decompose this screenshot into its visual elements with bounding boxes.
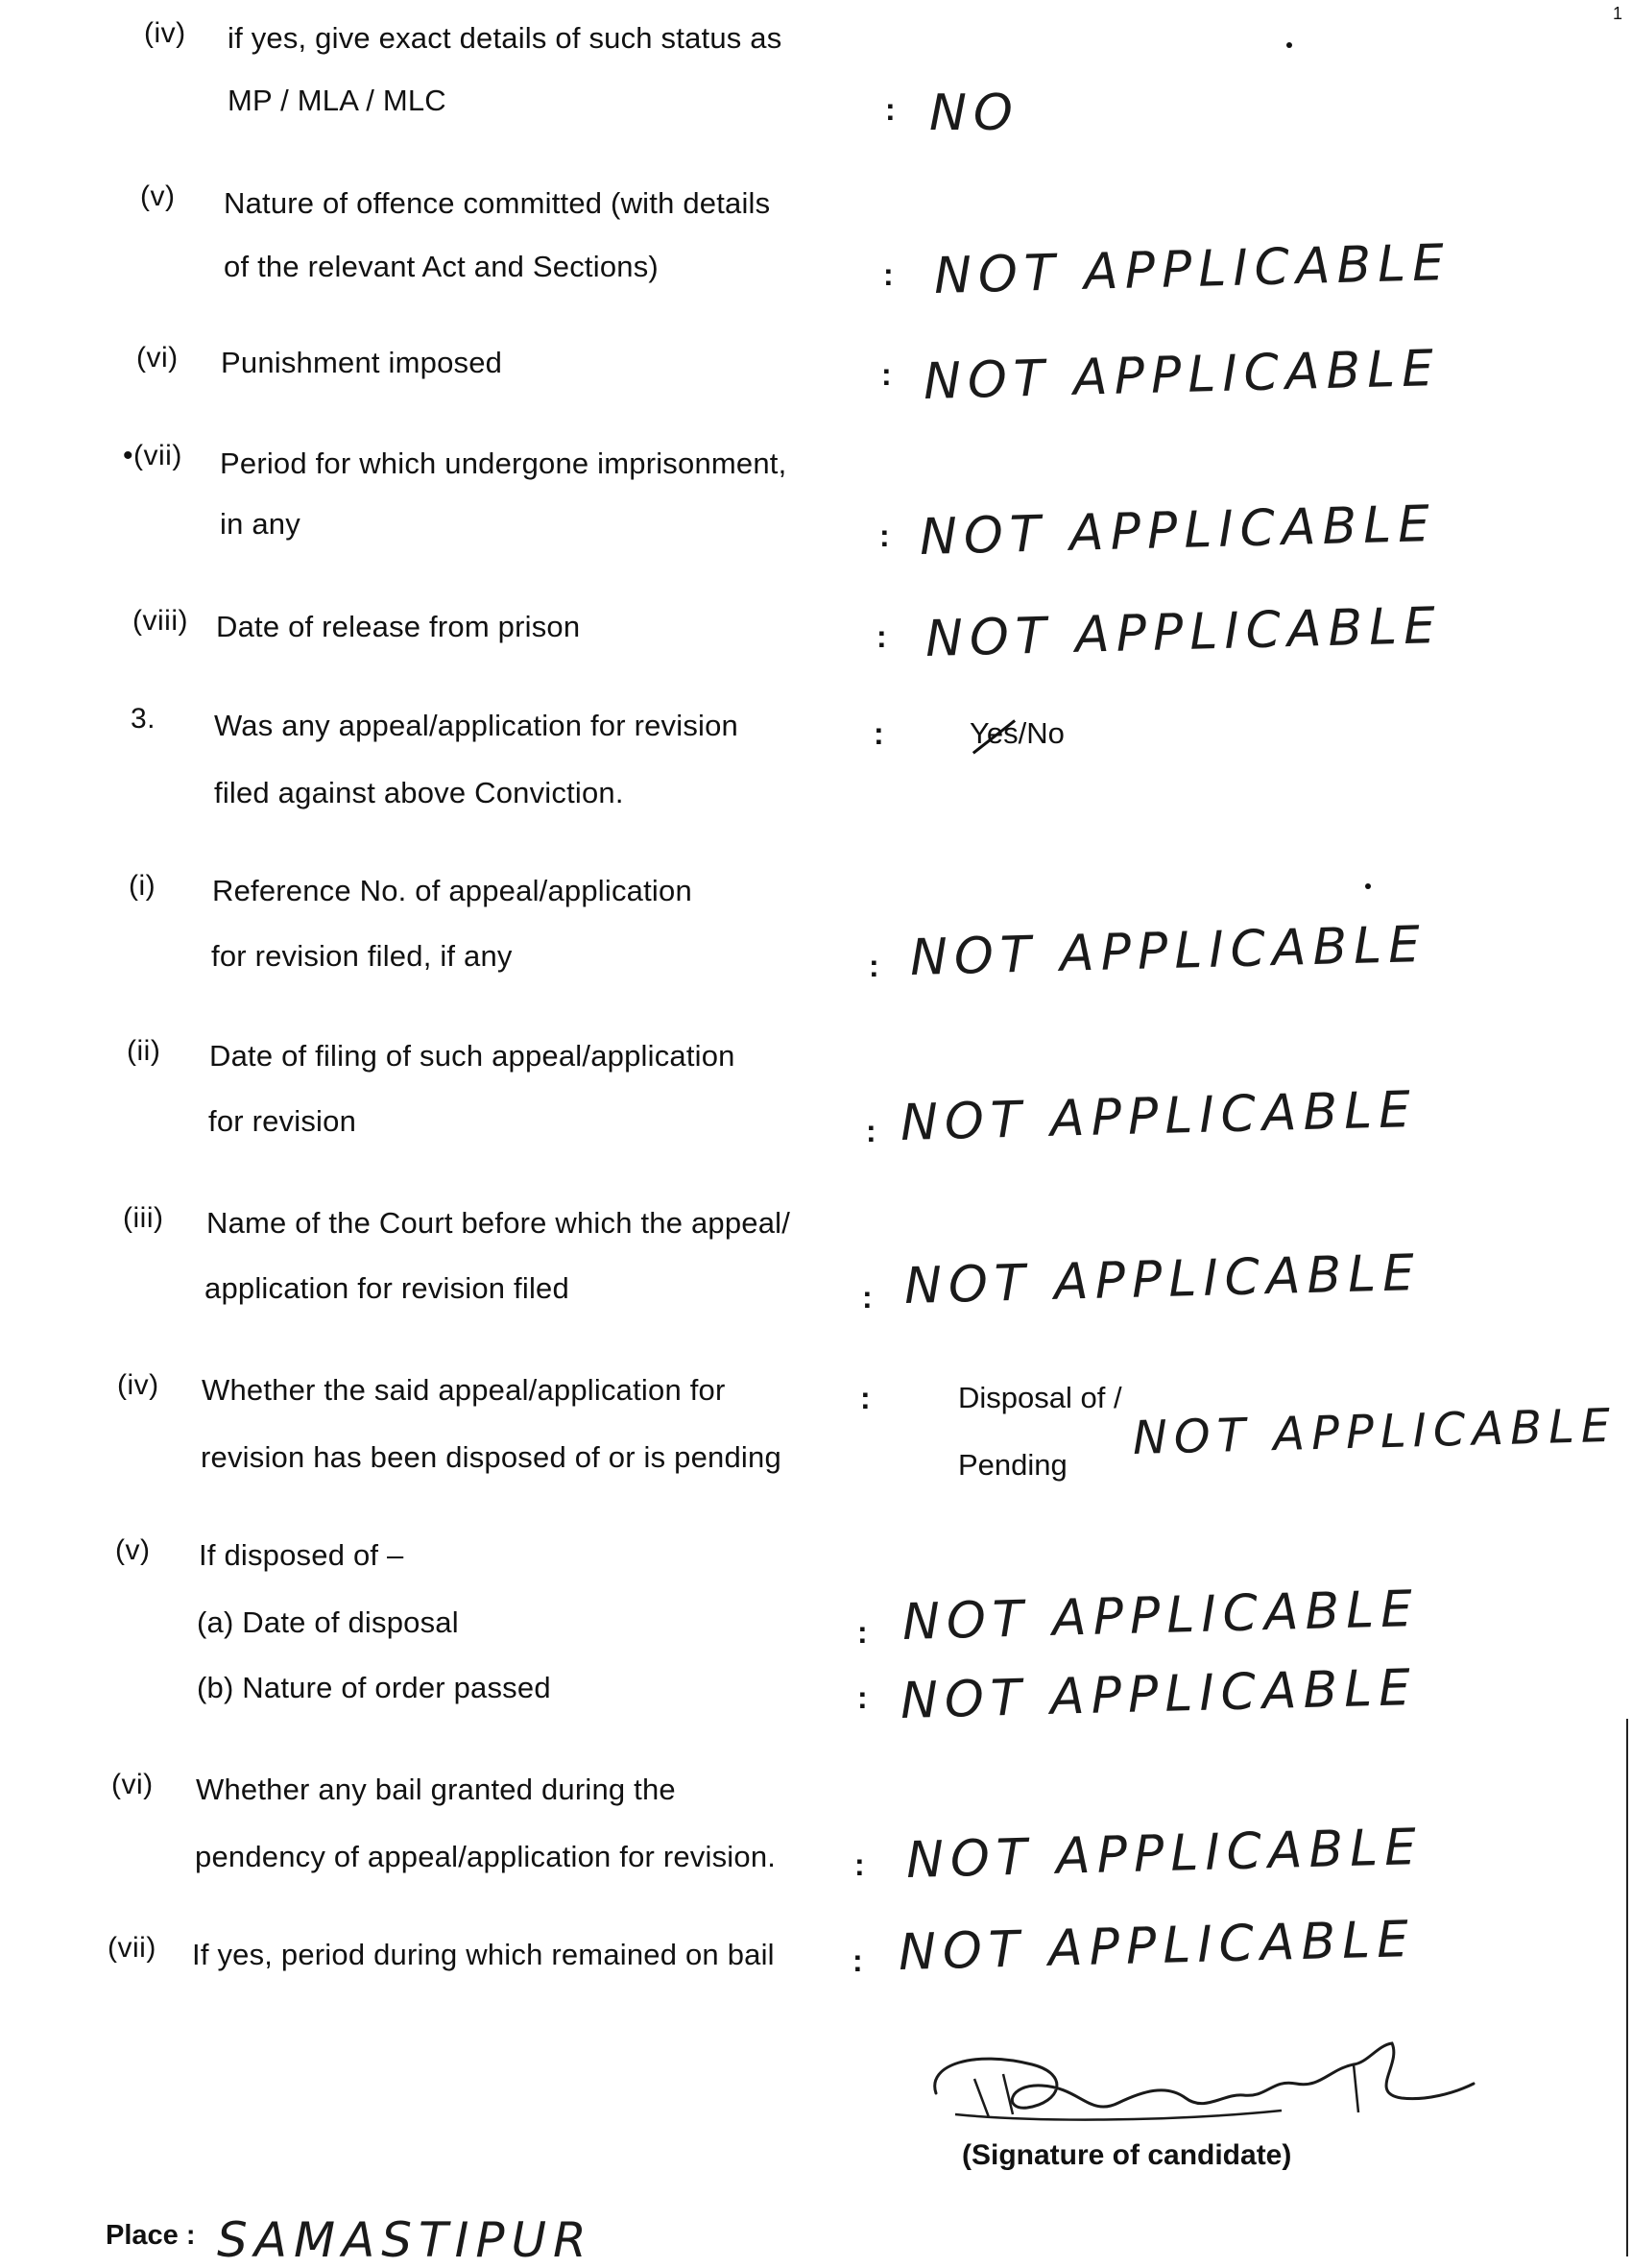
handwritten-answer: NOT APPLICABLE [1132,1398,1618,1465]
no-option: /No [1018,716,1065,750]
page-mark: 1 [1612,4,1622,23]
row-label: in any [220,507,300,541]
handwritten-answer: NOT APPLICABLE [923,339,1441,411]
colon: : [881,357,892,392]
option-pending: Pending [958,1448,1068,1482]
handwritten-answer: NOT APPLICABLE [933,233,1452,305]
row-number: (v) [115,1534,151,1566]
handwritten-answer: NOT APPLICABLE [924,596,1443,668]
row-label: Whether any bail granted during the [196,1773,676,1806]
place-value: SAMASTIPUR [217,2212,593,2268]
scan-edge-line [1626,1719,1628,2256]
row-number: 3. [131,703,156,735]
colon: : [852,1943,863,1978]
stray-dot [1286,42,1292,48]
sub-label-date-of-disposal: (a) Date of disposal [197,1605,459,1639]
row-label: MP / MLA / MLC [228,84,446,117]
handwritten-answer: NOT APPLICABLE [901,1580,1420,1652]
row-number: (ii) [127,1035,161,1067]
sub-label-nature-of-order: (b) Nature of order passed [197,1671,551,1704]
row-label: of the relevant Act and Sections) [224,250,659,283]
row-number: •(vii) [123,440,182,471]
signature-scribble [917,2026,1483,2151]
handwritten-answer: NOT APPLICABLE [898,1910,1416,1982]
stray-dot [1365,883,1371,889]
row-label: Period for which undergone imprisonment, [220,446,787,480]
row-number: (vi) [111,1769,154,1800]
handwritten-answer: NOT APPLICABLE [909,915,1428,987]
row-label: Nature of offence committed (with details [224,186,771,220]
row-number: (i) [129,870,156,902]
handwritten-answer: NOT APPLICABLE [905,1818,1424,1890]
colon: : [869,949,879,983]
colon: : [860,1381,871,1415]
place-label: Place : [106,2220,196,2251]
row-label: If disposed of – [199,1538,404,1572]
row-label: for revision [208,1104,357,1138]
row-number: (iv) [117,1369,159,1401]
row-number: (v) [140,181,176,212]
row-number: (iii) [123,1202,164,1234]
colon: : [883,257,894,292]
colon: : [854,1847,865,1882]
handwritten-answer: NOT APPLICABLE [919,495,1437,567]
option-disposal: Disposal of / [958,1381,1122,1414]
row-label: if yes, give exact details of such status as [228,21,782,55]
handwritten-answer: NO [929,84,1020,142]
row-label: If yes, period during which remained on bail [192,1938,775,1971]
colon: : [857,1680,868,1715]
handwritten-answer: NOT APPLICABLE [900,1080,1418,1152]
row-label: Date of filing of such appeal/application [209,1039,735,1073]
row-label: revision has been disposed of or is pending [201,1440,781,1474]
handwritten-answer: NOT APPLICABLE [903,1243,1422,1315]
colon: : [885,92,896,127]
row-label: pendency of appeal/application for revision. [195,1840,777,1873]
row-label: Reference No. of appeal/application [212,874,692,907]
row-label: application for revision filed [204,1271,569,1305]
row-number: (viii) [132,605,188,637]
row-label: Was any appeal/application for revision [214,709,739,742]
row-label: Whether the said appeal/application for [202,1373,726,1407]
row-label: Name of the Court before which the appeal/ [206,1206,791,1240]
row-number: (vii) [108,1932,156,1964]
colon: : [866,1114,876,1148]
row-number: (vi) [136,342,179,374]
row-label: Date of release from prison [216,610,581,643]
colon: : [879,519,890,553]
row-label: for revision filed, if any [211,939,513,973]
colon: : [857,1615,868,1650]
row-number: (iv) [144,17,186,49]
row-label: Punishment imposed [221,346,503,379]
colon: : [862,1280,873,1315]
colon: : [876,619,887,654]
yes-no-answer [970,716,1065,751]
row-label: filed against above Conviction. [214,776,624,809]
handwritten-answer: NOT APPLICABLE [900,1658,1418,1730]
yes-struck: Yes [970,716,1019,750]
colon: : [874,716,884,751]
signature-caption: (Signature of candidate) [962,2139,1292,2171]
